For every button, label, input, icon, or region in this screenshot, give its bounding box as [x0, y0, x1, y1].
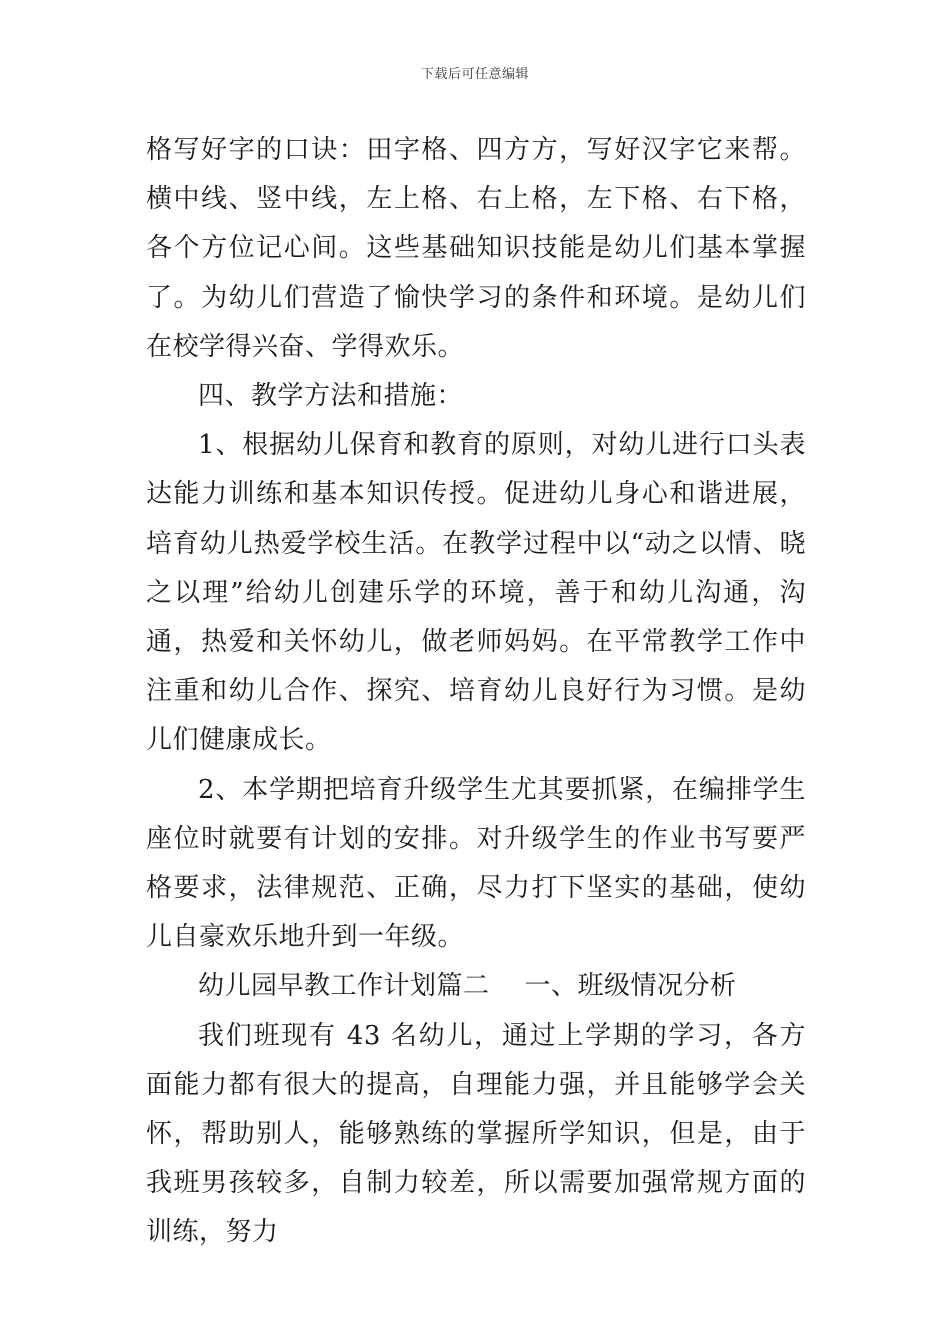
paragraph-method-2: 2、本学期把培育升级学生尤其要抓紧，在编排学生座位时就要有计划的安排。对升级学生的作业书写要严格要求，法律规范、正确，尽力打下坚实的基础，使幼儿自豪欢乐地升到一年级。	[146, 774, 806, 953]
document-body	[146, 126, 806, 1258]
page-header: 下载后可任意编辑	[420, 67, 529, 82]
paragraph-class-analysis: 我们班现有 43 名幼儿，通过上学期的学习，各方面能力都有很大的提高，自理能力强，并且能够学会关怀，帮助别人，能够熟练的掌握所学知识，但是，由于我班男孩较多，自制力较差，所以需要加强常规方面的训练，努力	[146, 1020, 806, 1248]
paragraph-intro-continuation: 格写好字的口诀：田字格、四方方，写好汉字它来帮。横中线、竖中线，左上格、右上格，左下格、右下格，各个方位记心间。这些基础知识技能是幼儿们基本掌握了。为幼儿们营造了愉快学习的条件和环境。是幼儿们在校学得兴奋、学得欢乐。	[146, 135, 806, 362]
section-heading-teaching-methods: 四、教学方法和措施：	[198, 381, 464, 412]
paragraph-method-1: 1、根据幼儿保育和教育的原则，对幼儿进行口头表达能力训练和基本知识传授。促进幼儿身心和谐进展，培育幼儿热爱学校生活。在教学过程中以“动之以情、晓之以理”给幼儿创建乐学的环境，善于和幼儿沟通，沟通，热爱和关怀幼儿，做老师妈妈。在平常教学工作中注重和幼儿合作、探究、培育幼儿良好行为习惯。是幼儿们健康成长。	[146, 430, 806, 756]
section-heading-plan-two: 幼儿园早教工作计划篇二 一、班级情况分析	[198, 971, 737, 1002]
